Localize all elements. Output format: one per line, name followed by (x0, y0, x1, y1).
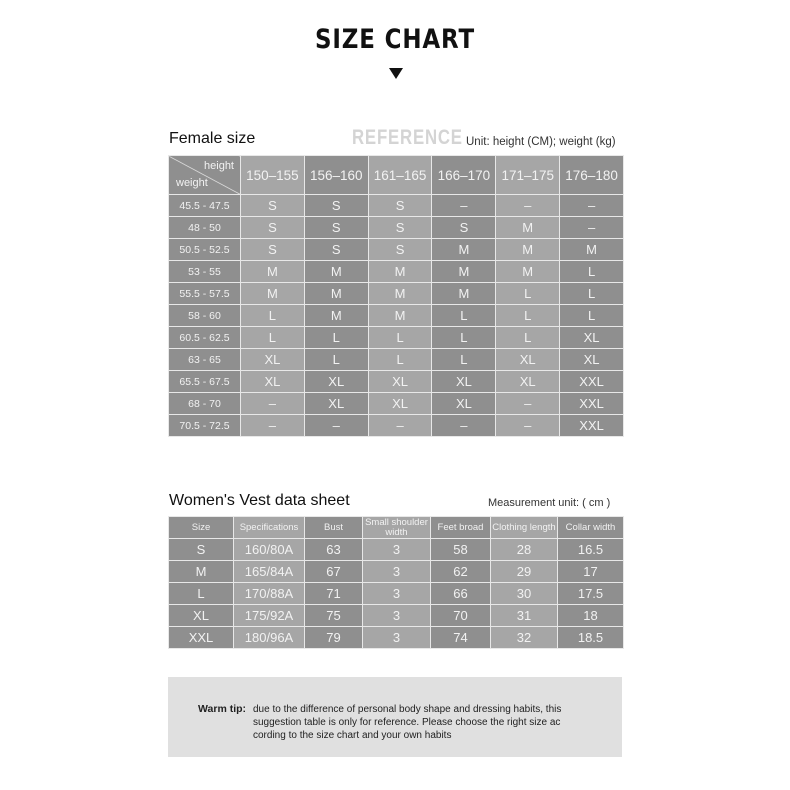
vest-unit: Measurement unit: ( cm ) (488, 497, 611, 509)
size-cell: XXL (560, 415, 624, 437)
size-cell: S (241, 239, 305, 261)
page-title: SIZE CHART (315, 24, 475, 55)
data-cell: S (169, 539, 234, 561)
data-cell: 74 (431, 627, 491, 649)
size-cell: XL (560, 349, 624, 371)
size-cell: S (304, 239, 368, 261)
size-cell: – (496, 195, 560, 217)
column-header: Clothing length (491, 517, 558, 539)
size-cell: S (432, 217, 496, 239)
weight-cell: 48 - 50 (169, 217, 241, 239)
table-row (169, 393, 624, 415)
table-row (169, 261, 624, 283)
data-cell: 17.5 (558, 583, 624, 605)
size-cell: XL (241, 371, 305, 393)
data-cell: 180/96A (234, 627, 305, 649)
warm-tip-box (168, 677, 622, 757)
size-cell: M (368, 305, 432, 327)
size-cell: L (368, 349, 432, 371)
size-cell: XL (304, 393, 368, 415)
data-cell: 67 (305, 561, 363, 583)
data-cell: 160/80A (234, 539, 305, 561)
size-cell: – (560, 217, 624, 239)
data-cell: 75 (305, 605, 363, 627)
column-header: Feet broad (431, 517, 491, 539)
data-cell: 18 (558, 605, 624, 627)
corner-weight-label: weight (176, 177, 208, 189)
data-cell: 58 (431, 539, 491, 561)
size-cell: L (368, 327, 432, 349)
table-row (169, 195, 624, 217)
size-cell: – (368, 415, 432, 437)
data-cell: 3 (363, 605, 431, 627)
data-cell: 70 (431, 605, 491, 627)
column-header: Small shoulder width (363, 517, 431, 539)
weight-cell: 63 - 65 (169, 349, 241, 371)
size-cell: XL (304, 371, 368, 393)
height-header: 171–175 (496, 156, 560, 195)
size-cell: – (241, 393, 305, 415)
weight-cell: 68 - 70 (169, 393, 241, 415)
table-row (169, 627, 624, 649)
table-row (169, 283, 624, 305)
size-cell: XL (432, 393, 496, 415)
height-header: 156–160 (304, 156, 368, 195)
warm-tip-text: due to the difference of personal body shape and dressing habits, this suggestion table is only for reference. Please choose the right size ac cording to the size chart and your own habits (253, 704, 562, 741)
weight-cell: 50.5 - 52.5 (169, 239, 241, 261)
size-cell: XL (496, 349, 560, 371)
size-cell: XXL (560, 371, 624, 393)
data-cell: XXL (169, 627, 234, 649)
size-cell: XXL (560, 393, 624, 415)
data-cell: 18.5 (558, 627, 624, 649)
size-cell: – (304, 415, 368, 437)
size-cell: M (368, 261, 432, 283)
size-cell: S (304, 195, 368, 217)
size-cell: L (304, 349, 368, 371)
column-header: Specifications (234, 517, 305, 539)
vest-heading: Women's Vest data sheet (169, 492, 350, 509)
data-cell: 165/84A (234, 561, 305, 583)
weight-cell: 55.5 - 57.5 (169, 283, 241, 305)
column-header: Size (169, 517, 234, 539)
table-row (169, 239, 624, 261)
size-cell: M (432, 261, 496, 283)
data-cell: 16.5 (558, 539, 624, 561)
table-header-row (169, 156, 624, 195)
size-cell: M (241, 261, 305, 283)
size-cell: XL (496, 371, 560, 393)
weight-cell: 58 - 60 (169, 305, 241, 327)
height-header: 176–180 (560, 156, 624, 195)
female-size-table (168, 155, 624, 437)
down-arrow-icon (389, 68, 403, 79)
female-unit: Unit: height (CM); weight (kg) (466, 136, 616, 148)
data-cell: 71 (305, 583, 363, 605)
data-cell: 3 (363, 583, 431, 605)
size-cell: – (496, 415, 560, 437)
height-header: 166–170 (432, 156, 496, 195)
data-cell: 3 (363, 561, 431, 583)
data-cell: 29 (491, 561, 558, 583)
size-cell: L (496, 305, 560, 327)
data-cell: 79 (305, 627, 363, 649)
weight-cell: 70.5 - 72.5 (169, 415, 241, 437)
weight-cell: 65.5 - 67.5 (169, 371, 241, 393)
size-cell: L (496, 327, 560, 349)
weight-cell: 45.5 - 47.5 (169, 195, 241, 217)
data-cell: 30 (491, 583, 558, 605)
data-cell: 28 (491, 539, 558, 561)
size-cell: XL (560, 327, 624, 349)
size-cell: M (496, 217, 560, 239)
data-cell: 66 (431, 583, 491, 605)
table-row (169, 349, 624, 371)
column-header: Collar width (558, 517, 624, 539)
table-row (169, 415, 624, 437)
table-row (169, 371, 624, 393)
size-cell: S (241, 217, 305, 239)
vest-data-table (168, 516, 624, 649)
size-cell: L (241, 305, 305, 327)
size-cell: M (496, 239, 560, 261)
size-cell: L (560, 261, 624, 283)
warm-tip-label: Warm tip: (198, 703, 247, 715)
table-row (169, 305, 624, 327)
data-cell: 63 (305, 539, 363, 561)
table-header-row (169, 517, 624, 539)
size-cell: – (241, 415, 305, 437)
table-row (169, 561, 624, 583)
size-cell: – (432, 195, 496, 217)
size-cell: M (432, 239, 496, 261)
data-cell: XL (169, 605, 234, 627)
size-cell: S (368, 195, 432, 217)
size-cell: L (560, 283, 624, 305)
corner-height-label: height (204, 160, 234, 172)
size-cell: M (496, 261, 560, 283)
size-cell: XL (432, 371, 496, 393)
data-cell: 3 (363, 627, 431, 649)
size-cell: L (432, 327, 496, 349)
size-cell: – (432, 415, 496, 437)
height-header: 150–155 (241, 156, 305, 195)
size-cell: L (560, 305, 624, 327)
size-cell: M (304, 261, 368, 283)
female-size-heading: Female size (169, 130, 256, 147)
size-cell: L (304, 327, 368, 349)
data-cell: 17 (558, 561, 624, 583)
size-cell: M (560, 239, 624, 261)
size-cell: S (368, 239, 432, 261)
size-cell: M (432, 283, 496, 305)
size-cell: M (304, 305, 368, 327)
size-cell: M (304, 283, 368, 305)
size-cell: M (241, 283, 305, 305)
column-header: Bust (305, 517, 363, 539)
table-row (169, 327, 624, 349)
table-row (169, 217, 624, 239)
size-cell: S (304, 217, 368, 239)
data-cell: 3 (363, 539, 431, 561)
size-cell: – (560, 195, 624, 217)
data-cell: 32 (491, 627, 558, 649)
size-cell: XL (368, 371, 432, 393)
weight-cell: 60.5 - 62.5 (169, 327, 241, 349)
size-cell: L (432, 305, 496, 327)
weight-cell: 53 - 55 (169, 261, 241, 283)
data-cell: 170/88A (234, 583, 305, 605)
size-cell: – (496, 393, 560, 415)
corner-header (169, 156, 241, 195)
size-cell: M (368, 283, 432, 305)
data-cell: 175/92A (234, 605, 305, 627)
table-row (169, 605, 624, 627)
size-cell: XL (241, 349, 305, 371)
size-cell: S (241, 195, 305, 217)
size-cell: L (496, 283, 560, 305)
table-row (169, 539, 624, 561)
reference-watermark: REFERENCE (352, 126, 463, 149)
height-header: 161–165 (368, 156, 432, 195)
size-cell: L (241, 327, 305, 349)
size-cell: S (368, 217, 432, 239)
table-row (169, 583, 624, 605)
data-cell: 31 (491, 605, 558, 627)
size-cell: XL (368, 393, 432, 415)
data-cell: M (169, 561, 234, 583)
data-cell: L (169, 583, 234, 605)
data-cell: 62 (431, 561, 491, 583)
size-cell: L (432, 349, 496, 371)
